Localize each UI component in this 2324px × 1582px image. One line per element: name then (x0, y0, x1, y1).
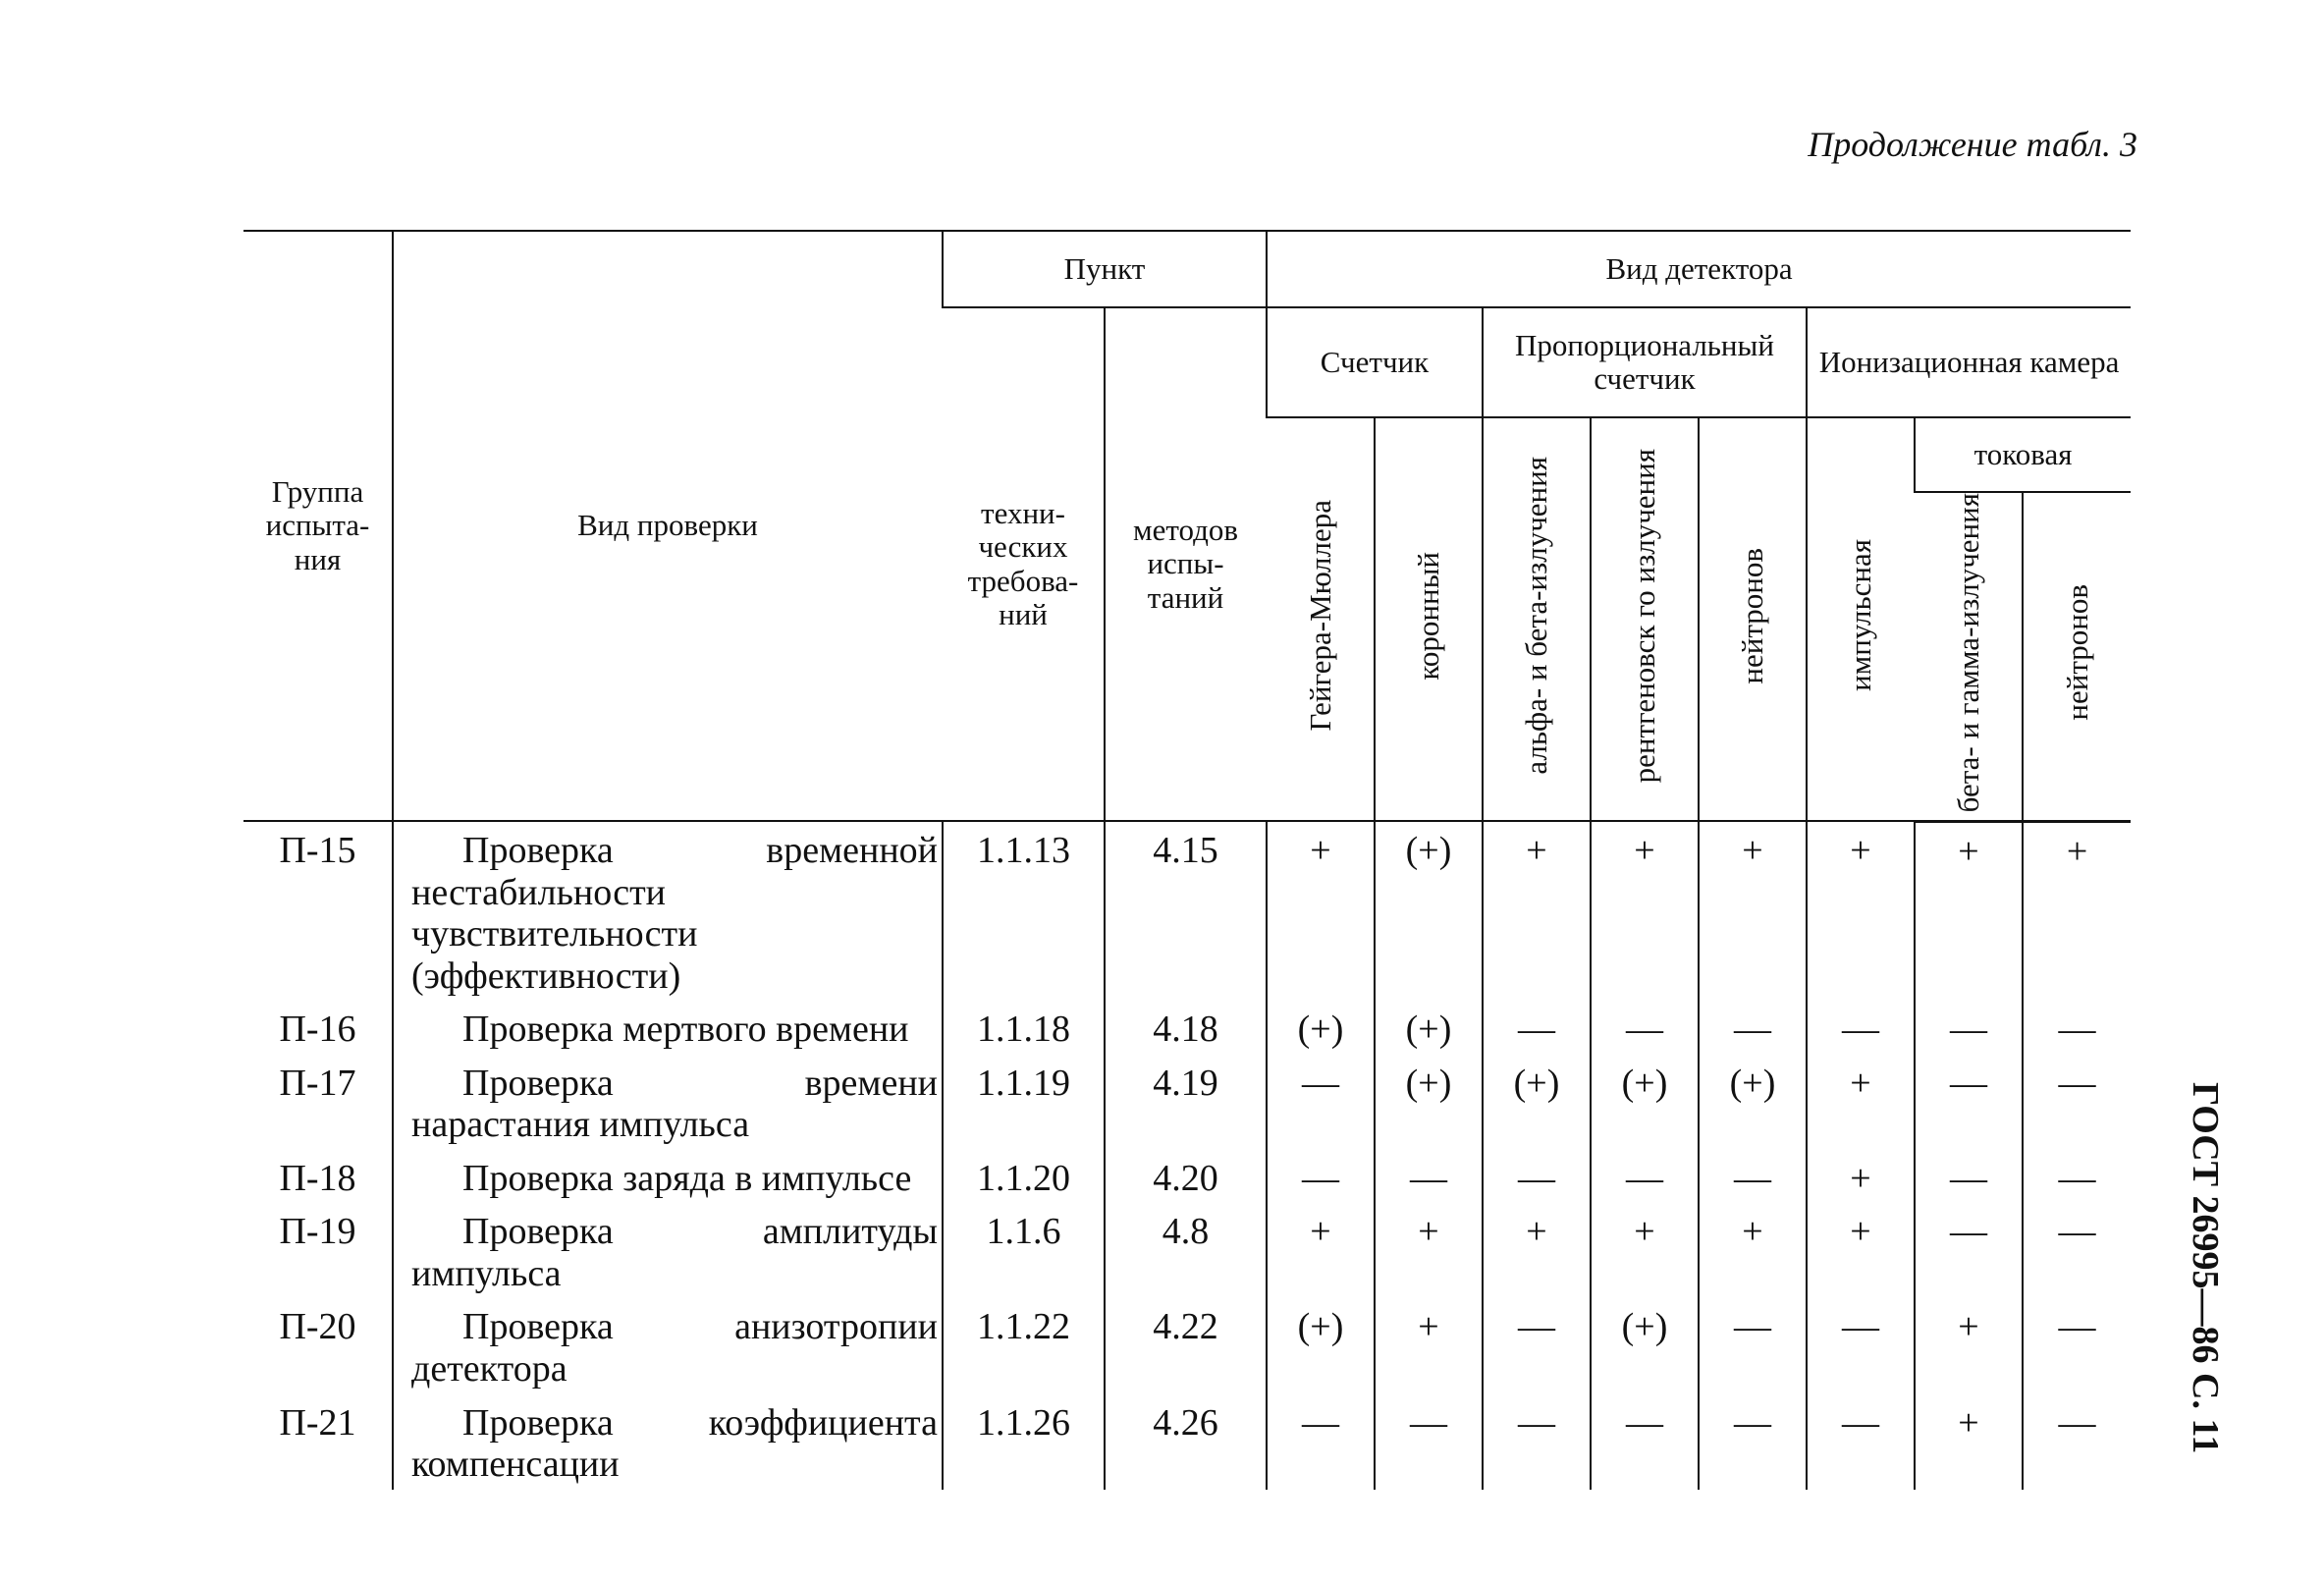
group-cell: П-15 (279, 830, 356, 871)
tech-cell: 1.1.22 (943, 1298, 1105, 1393)
test-table-container (243, 230, 2122, 1486)
table-row (243, 1203, 2131, 1298)
header-counter: Счетчик (1267, 307, 1483, 417)
mark-cell: — (1483, 1394, 1591, 1490)
mark-cell: — (1915, 1001, 2023, 1055)
mark-cell: + (1267, 1203, 1375, 1298)
mark-cell: + (1375, 1203, 1483, 1298)
header-geiger: Гейгера-Мюллера (1267, 417, 1375, 821)
mark-cell: — (1591, 1150, 1699, 1204)
mark-cell: — (1267, 1055, 1375, 1150)
mark-cell: — (1915, 1055, 2023, 1150)
method-cell: 4.20 (1105, 1150, 1267, 1204)
check-name-cell: Проверка времени нарастания импульса (393, 1055, 943, 1150)
table-header (243, 231, 2131, 821)
mark-cell: — (1699, 1150, 1807, 1204)
header-item: Пункт (943, 231, 1267, 307)
method-cell: 4.8 (1105, 1203, 1267, 1298)
mark-cell: + (1807, 1203, 1915, 1298)
header-neutrons-proportional: нейтронов (1699, 417, 1807, 821)
mark-cell: + (1483, 821, 1591, 1001)
mark-cell: + (1807, 821, 1915, 1001)
mark-cell: + (1915, 821, 2023, 1001)
table-row (243, 1394, 2131, 1490)
tech-cell: 1.1.26 (943, 1394, 1105, 1490)
mark-cell: — (2023, 1001, 2131, 1055)
mark-cell: — (1807, 1001, 1915, 1055)
mark-cell: (+) (1375, 1001, 1483, 1055)
mark-cell: + (1915, 1298, 2023, 1393)
mark-cell: — (1483, 1298, 1591, 1393)
method-cell: 4.22 (1105, 1298, 1267, 1393)
mark-cell: — (1915, 1203, 2023, 1298)
mark-cell: + (1807, 1150, 1915, 1204)
tech-cell: 1.1.13 (943, 821, 1105, 1001)
mark-cell: — (1375, 1394, 1483, 1490)
mark-cell: — (1591, 1394, 1699, 1490)
mark-cell: — (1699, 1298, 1807, 1393)
group-cell: П-18 (279, 1157, 356, 1199)
test-table (243, 230, 2131, 1490)
mark-cell: — (2023, 1055, 2131, 1150)
mark-cell: (+) (1267, 1298, 1375, 1393)
mark-cell: + (1699, 1203, 1807, 1298)
header-group: Группа испыта-ния (243, 231, 393, 821)
mark-cell: — (2023, 1298, 2131, 1393)
header-check-type: Вид проверки (393, 231, 943, 821)
check-name-cell: Проверка амплитуды импульса (393, 1203, 943, 1298)
mark-cell: (+) (1591, 1298, 1699, 1393)
group-cell: П-16 (279, 1009, 356, 1051)
mark-cell: (+) (1375, 821, 1483, 1001)
group-cell: П-17 (279, 1062, 356, 1104)
header-ion-chamber: Ионизационная камера (1807, 307, 2131, 417)
header-pulse: импульсная (1807, 417, 1915, 821)
tech-cell: 1.1.6 (943, 1203, 1105, 1298)
mark-cell: + (1267, 821, 1375, 1001)
header-item-tech: техни-ческих требова-ний (943, 307, 1105, 821)
mark-cell: — (1915, 1150, 2023, 1204)
mark-cell: + (1591, 821, 1699, 1001)
mark-cell: + (1483, 1203, 1591, 1298)
header-alpha-beta: альфа- и бета-излучения (1483, 417, 1591, 821)
mark-cell: — (2023, 1394, 2131, 1490)
mark-cell: (+) (1267, 1001, 1375, 1055)
table-row (243, 1001, 2131, 1055)
group-cell: П-21 (279, 1401, 356, 1444)
group-cell: П-19 (279, 1211, 356, 1253)
table-row (243, 1298, 2131, 1393)
tech-cell: 1.1.19 (943, 1055, 1105, 1150)
group-cell: П-20 (279, 1306, 356, 1348)
check-name-cell: Проверка коэффициента компенсации (393, 1394, 943, 1490)
mark-cell: — (1267, 1150, 1375, 1204)
mark-cell: + (1375, 1298, 1483, 1393)
mark-cell: (+) (1483, 1055, 1591, 1150)
header-detector-type: Вид детектора (1267, 231, 2131, 307)
mark-cell: — (1375, 1150, 1483, 1204)
mark-cell: — (1807, 1394, 1915, 1490)
mark-cell: + (2023, 821, 2131, 1001)
mark-cell: — (2023, 1150, 2131, 1204)
mark-cell: + (1591, 1203, 1699, 1298)
mark-cell: + (1699, 821, 1807, 1001)
tech-cell: 1.1.18 (943, 1001, 1105, 1055)
header-beta-gamma: бета- и гамма-излучения (1915, 492, 2023, 821)
mark-cell: + (1915, 1394, 2023, 1490)
mark-cell: — (1483, 1150, 1591, 1204)
header-xray: рентгеновск го излучения (1591, 417, 1699, 821)
table-body (243, 821, 2131, 1490)
mark-cell: — (1267, 1394, 1375, 1490)
mark-cell: — (1591, 1001, 1699, 1055)
method-cell: 4.15 (1105, 821, 1267, 1001)
mark-cell: (+) (1699, 1055, 1807, 1150)
mark-cell: — (1483, 1001, 1591, 1055)
page-side-label: ГОСТ 26995—86 С. 11 (2185, 1082, 2226, 1454)
check-name-cell: Проверка мертвого времени (393, 1001, 943, 1055)
table-row (243, 821, 2131, 1001)
header-item-methods: методов испы-таний (1105, 307, 1267, 821)
mark-cell: — (1699, 1001, 1807, 1055)
mark-cell: (+) (1591, 1055, 1699, 1150)
header-neutrons-chamber: нейтронов (2023, 492, 2131, 821)
method-cell: 4.26 (1105, 1394, 1267, 1490)
table-row (243, 1150, 2131, 1204)
mark-cell: (+) (1375, 1055, 1483, 1150)
mark-cell: — (1699, 1394, 1807, 1490)
table-continuation-caption: Продолжение табл. 3 (1808, 125, 2137, 164)
header-proportional: Пропорциональный счетчик (1483, 307, 1807, 417)
mark-cell: — (2023, 1203, 2131, 1298)
table-row (243, 1055, 2131, 1150)
mark-cell: + (1807, 1055, 1915, 1150)
check-name-cell: Проверка временной нестабильности чувствительности (эффективности) (393, 821, 943, 1001)
header-current: токовая (1915, 417, 2131, 492)
header-corona: коронный (1375, 417, 1483, 821)
tech-cell: 1.1.20 (943, 1150, 1105, 1204)
method-cell: 4.18 (1105, 1001, 1267, 1055)
method-cell: 4.19 (1105, 1055, 1267, 1150)
mark-cell: — (1807, 1298, 1915, 1393)
check-name-cell: Проверка заряда в импульсе (393, 1150, 943, 1204)
check-name-cell: Проверка анизотропии детектора (393, 1298, 943, 1393)
